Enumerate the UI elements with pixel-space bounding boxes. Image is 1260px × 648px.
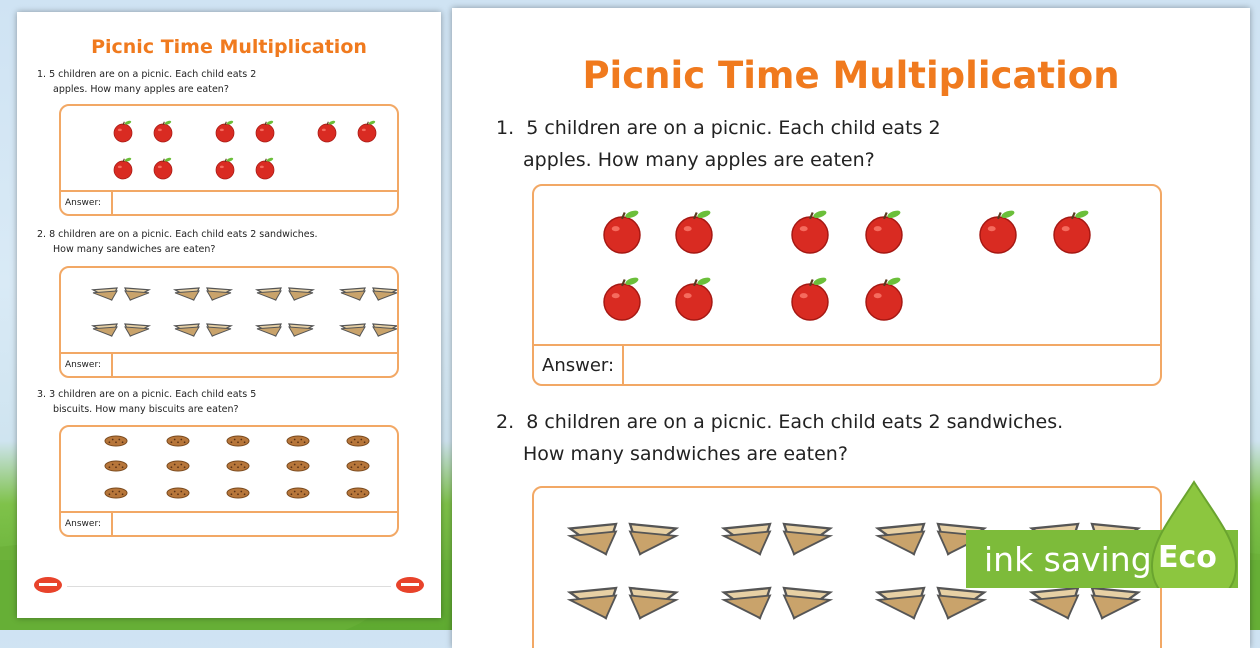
sandwiches-group <box>61 268 397 348</box>
footer-logo-right-icon <box>395 576 425 594</box>
biscuit-icon <box>227 461 249 471</box>
sandwich-icon <box>570 524 616 554</box>
apple-icon <box>866 209 902 253</box>
question-text: 8 children are on a picnic. Each child eats 2 sandwiches. <box>49 229 318 240</box>
sandwich-icon <box>93 288 117 300</box>
apple-icon <box>256 120 274 142</box>
sandwich-icon <box>125 324 149 336</box>
question-text: apples. How many apples are eaten? <box>53 84 229 95</box>
biscuit-icon <box>167 436 189 446</box>
sandwich-icon <box>289 288 313 300</box>
sandwich-icon <box>373 324 397 336</box>
apple-icon <box>676 209 712 253</box>
page-title: Picnic Time Multiplication <box>582 54 1120 97</box>
apple-icon <box>604 276 640 320</box>
sandwich-icon <box>724 588 770 618</box>
sandwich-icon <box>1032 588 1078 618</box>
apple-icon <box>256 157 274 179</box>
question-text: How many sandwiches are eaten? <box>523 443 848 465</box>
biscuit-icon <box>347 436 369 446</box>
question-3 <box>37 387 256 417</box>
sandwich-icon <box>630 588 676 618</box>
sandwich-icon <box>373 288 397 300</box>
apple-icon <box>676 276 712 320</box>
footer-logo-left-icon <box>33 576 63 594</box>
sandwich-icon <box>257 288 281 300</box>
sandwich-icon <box>938 588 984 618</box>
sandwich-icon <box>125 288 149 300</box>
sandwich-icon <box>630 524 676 554</box>
apple-icon <box>114 157 132 179</box>
sandwich-icon <box>878 524 924 554</box>
sandwich-icon <box>207 324 231 336</box>
biscuit-icon <box>287 436 309 446</box>
apples-group <box>61 106 397 186</box>
apple-icon <box>216 120 234 142</box>
answer-box-2 <box>59 266 399 378</box>
sandwich-icon <box>724 524 770 554</box>
question-text: How many sandwiches are eaten? <box>53 244 216 255</box>
sandwich-icon <box>570 588 616 618</box>
question-text: 5 children are on a picnic. Each child eats 2 <box>49 69 257 80</box>
sandwich-icon <box>341 324 365 336</box>
sandwich-icon <box>878 588 924 618</box>
question-1 <box>37 67 256 97</box>
biscuit-icon <box>105 436 127 446</box>
question-2 <box>496 406 1063 470</box>
question-2 <box>37 227 318 257</box>
biscuits-group <box>61 427 397 509</box>
apple-icon <box>792 209 828 253</box>
worksheet-thumbnail <box>17 12 441 618</box>
biscuit-icon <box>347 488 369 498</box>
sandwich-icon <box>175 288 199 300</box>
footer-line <box>67 586 391 587</box>
apple-icon <box>1054 209 1090 253</box>
biscuit-icon <box>105 461 127 471</box>
sandwich-icon <box>784 588 830 618</box>
question-number: 1. <box>37 69 47 80</box>
apple-icon <box>358 120 376 142</box>
biscuit-icon <box>287 488 309 498</box>
answer-label: Answer: <box>534 346 624 384</box>
question-text: 8 children are on a picnic. Each child eats 2 sandwiches. <box>526 411 1064 433</box>
question-number: 1. <box>496 117 515 139</box>
apple-icon <box>216 157 234 179</box>
apple-icon <box>866 276 902 320</box>
sandwich-icon <box>784 524 830 554</box>
question-number: 2. <box>37 229 47 240</box>
sandwich-icon <box>289 324 313 336</box>
ink-saving-label: ink saving <box>984 540 1152 579</box>
answer-box-1 <box>532 184 1162 386</box>
answer-box-1 <box>59 104 399 216</box>
sandwich-icon <box>207 288 231 300</box>
question-text: biscuits. How many biscuits are eaten? <box>53 404 239 415</box>
question-number: 2. <box>496 411 515 433</box>
biscuit-icon <box>105 488 127 498</box>
apple-icon <box>980 209 1016 253</box>
sandwich-icon <box>341 288 365 300</box>
biscuit-icon <box>347 461 369 471</box>
apples-group <box>534 186 1160 336</box>
answer-row <box>534 344 1160 384</box>
sandwich-icon <box>93 324 117 336</box>
question-text: 5 children are on a picnic. Each child eats 2 <box>526 117 941 139</box>
apple-icon <box>154 120 172 142</box>
answer-label: Answer: <box>61 192 113 214</box>
sandwich-icon <box>175 324 199 336</box>
eco-label: Eco <box>1158 540 1217 575</box>
apple-icon <box>114 120 132 142</box>
biscuit-icon <box>287 461 309 471</box>
biscuit-icon <box>227 436 249 446</box>
apple-icon <box>154 157 172 179</box>
answer-label: Answer: <box>61 354 113 376</box>
question-text: apples. How many apples are eaten? <box>523 149 875 171</box>
answer-label: Answer: <box>61 513 113 535</box>
biscuit-icon <box>227 488 249 498</box>
answer-box-3 <box>59 425 399 537</box>
apple-icon <box>604 209 640 253</box>
sandwich-icon <box>1092 588 1138 618</box>
answer-row <box>61 190 397 214</box>
answer-row <box>61 352 397 376</box>
question-1 <box>496 112 941 176</box>
apple-icon <box>318 120 336 142</box>
question-number: 3. <box>37 389 47 400</box>
question-text: 3 children are on a picnic. Each child eats 5 <box>49 389 257 400</box>
sandwich-icon <box>257 324 281 336</box>
page-title: Picnic Time Multiplication <box>91 36 367 58</box>
answer-row <box>61 511 397 535</box>
biscuit-icon <box>167 488 189 498</box>
apple-icon <box>792 276 828 320</box>
biscuit-icon <box>167 461 189 471</box>
